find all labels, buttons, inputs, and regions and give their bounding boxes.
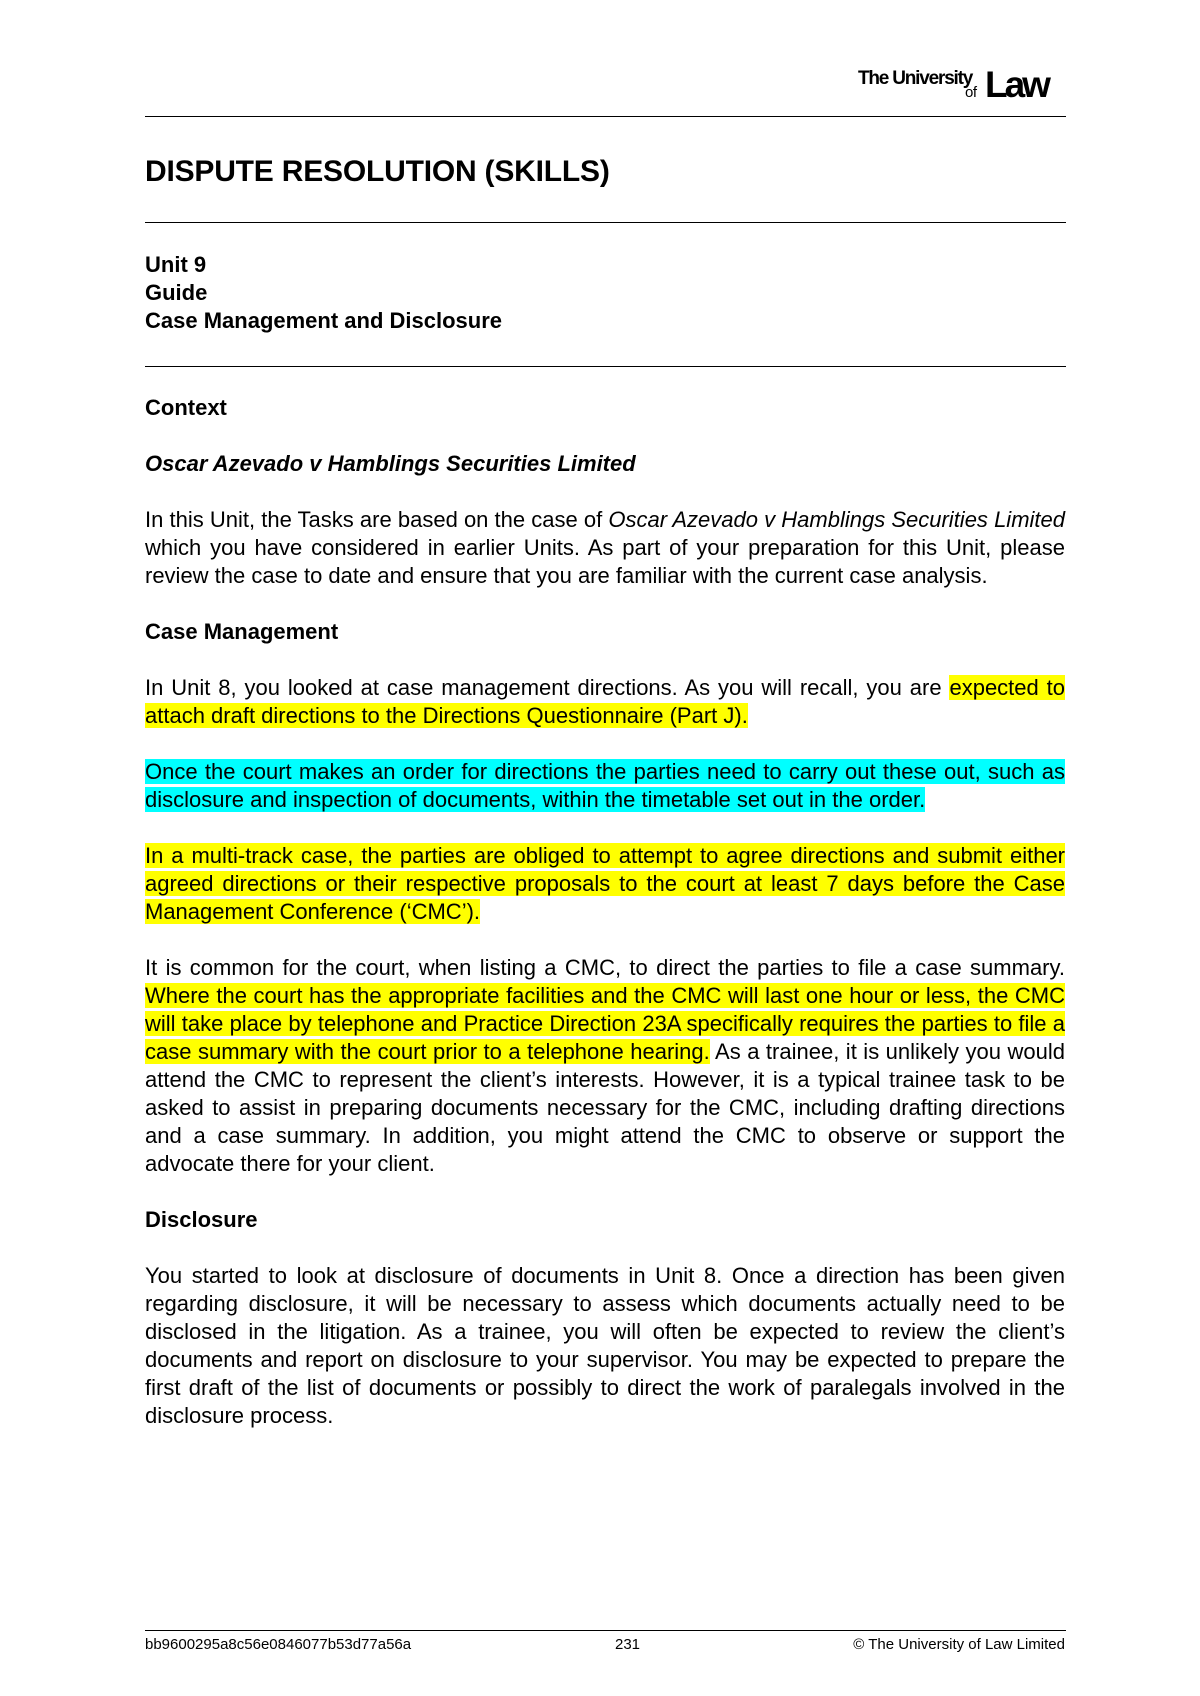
context-text-b: which you have considered in earlier Units. As part of your preparation for this Unit, please review the case to date and ensure that you are familiar with the current case analysis. [145, 535, 1065, 588]
unit-rule [145, 366, 1066, 367]
cm-p1-highlight: expected to attach draft directions to the Directions Questionnaire (Part J). [145, 675, 1065, 728]
title-rule [145, 222, 1066, 223]
footer-doc-id: bb9600295a8c56e0846077b53d77a56a [145, 1636, 412, 1653]
context-case-italic: Oscar Azevado v Hamblings Securities Limited [608, 507, 1065, 532]
logo-line-2: of [965, 84, 977, 101]
case-management-paragraph-1 [145, 674, 1065, 730]
context-heading: Context [145, 395, 227, 420]
header-rule [145, 116, 1066, 117]
page-footer [145, 1636, 1065, 1656]
context-paragraph [145, 506, 1065, 590]
footer-copyright: © The University of Law Limited [853, 1636, 1065, 1653]
footer-page-number: 231 [615, 1636, 641, 1653]
logo-line-3: Law [985, 64, 1048, 105]
university-logo [858, 64, 1068, 108]
cm-p1-text: In Unit 8, you looked at case management directions. As you will recall, you are [145, 675, 950, 700]
cm-p4-highlight: Where the court has the appropriate facilities and the CMC will last one hour or less, the CMC will take place by telephone and Practice Direction 23A specifically requires the parties to file a case summary with the court prior to a telephone hearing. [145, 983, 1065, 1064]
cm-p3-highlight: In a multi-track case, the parties are obliged to attempt to agree directions and submit either agreed directions or their respective proposals to the court at least 7 days before the Case Management Conference (‘CMC’). [145, 843, 1065, 924]
disclosure-paragraph: You started to look at disclosure of documents in Unit 8. Once a direction has been given regarding disclosure, it will be necessary to assess which documents actually need to be disclosed in the litigation. As a trainee, you will often be expected to review the client’s documents and report on disclosure to your supervisor. You may be expected to prepare the first draft of the list of documents or possibly to direct the work of paralegals involved in the disclosure process. [145, 1263, 1065, 1428]
unit-topic: Case Management and Disclosure [145, 308, 503, 333]
unit-info [145, 251, 502, 335]
disclosure-heading: Disclosure [145, 1207, 258, 1232]
cm-p2-highlight: Once the court makes an order for directions the parties need to carry out these out, such as disclosure and inspection of documents, within the timetable set out in the order. [145, 759, 1065, 812]
case-management-heading: Case Management [145, 619, 339, 644]
footer-rule [145, 1630, 1066, 1631]
unit-number: Unit 9 [145, 252, 207, 277]
document-body [145, 394, 1065, 1430]
logo-line-1: The University [858, 68, 973, 89]
case-management-paragraph-4 [145, 954, 1065, 1178]
cm-p4-text-b: As a trainee, it is unlikely you would attend the CMC to represent the client’s interests. However, it is a typical trainee task to be asked to assist in preparing documents necessary for the CMC, including drafting directions and a case summary. In addition, you might attend the CMC to observe or support the advocate there for your client. [145, 1039, 1065, 1176]
case-management-paragraph-2 [145, 758, 1065, 814]
cm-p4-text-a: It is common for the court, when listing a CMC, to direct the parties to file a case summary. [145, 955, 1065, 980]
page-title: DISPUTE RESOLUTION (SKILLS) [145, 155, 610, 188]
context-text-a: In this Unit, the Tasks are based on the case of [145, 507, 609, 532]
case-management-paragraph-3 [145, 842, 1065, 926]
case-name: Oscar Azevado v Hamblings Securities Limited [145, 451, 636, 476]
unit-type: Guide [145, 280, 208, 305]
